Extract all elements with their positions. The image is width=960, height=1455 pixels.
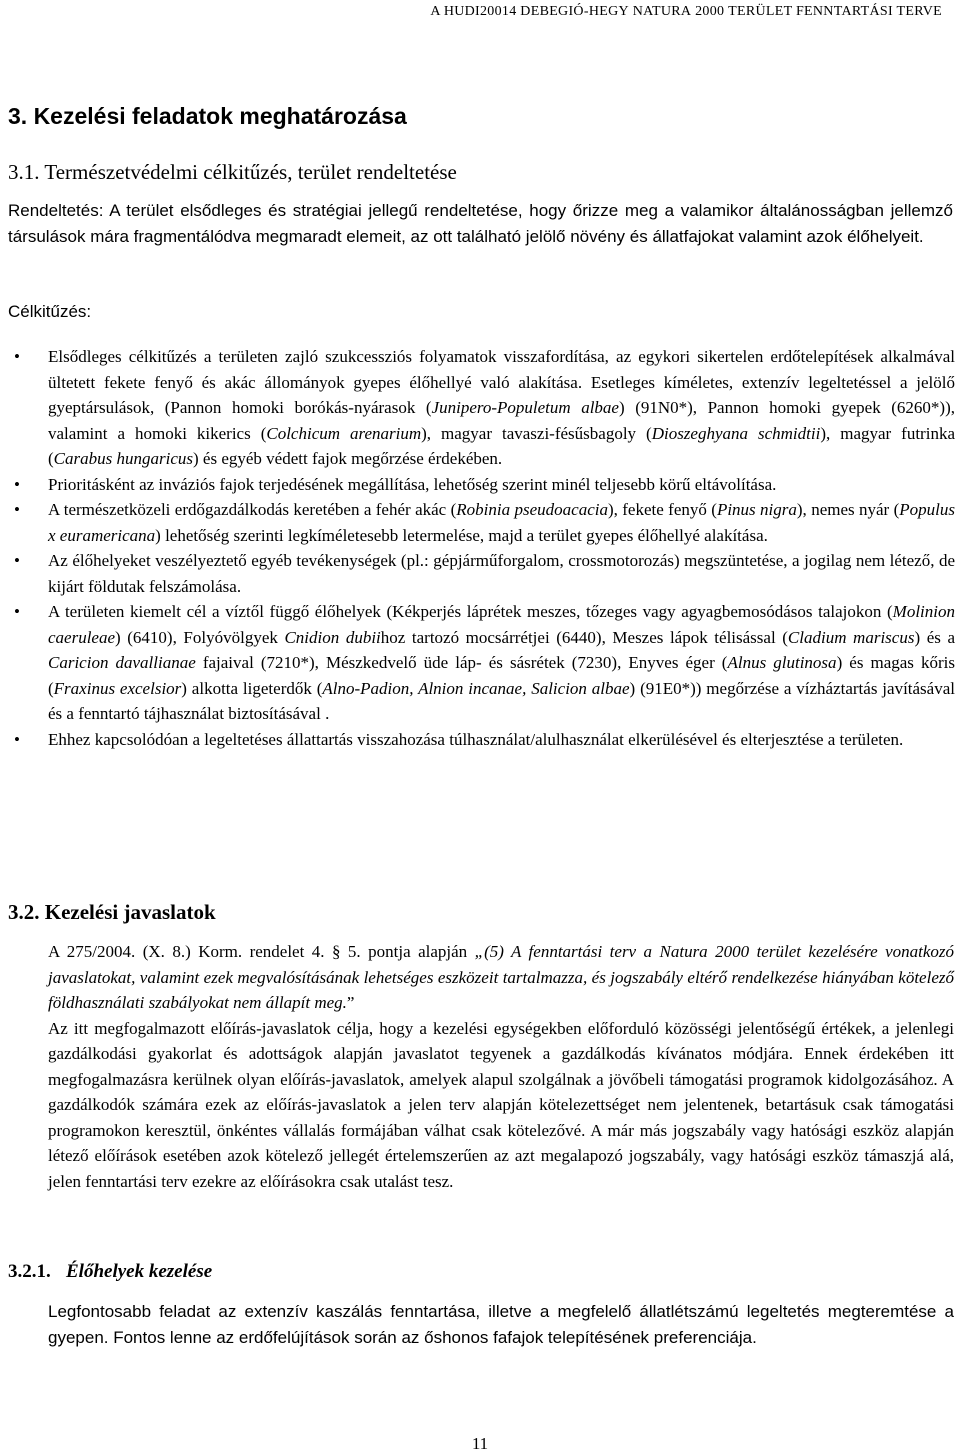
list-item: • Elsődleges célkitűzés a területen zajló szukcessziós folyamatok visszafordítása, az egykori sikertelen erdőtelepítések alkalmával ültetett fekete fenyő és akác állományok gyepes élőhellyé való alakítása. Esetleges kíméletes, extenzív legeltetéssel a jelölő gyeptársulások, (Pannon homoki borókás-nyárasok (Junipero-Populetum albae) (91N0*), Pannon homoki gyepek (6260*)), valamint a homoki kikerics (Colchicum arenarium), magyar tavaszi-fésűsbagoly (Dioszeghyana schmidtii), magyar futrinka (Carabus hungaricus) és egyéb védett fajok megőrzése érdekében. [8,344,955,472]
celkituzes-label: Célkitűzés: [8,302,92,321]
list-item: • A területen kiemelt cél a víztől függő élőhelyek (Kékperjés láprétek meszes, tőzeges vagy agyagbemosódásos talajokon (Molinion caeruleae) (6410), Folyóvölgyek Cnidion dubiihoz tartozó mocsárrétjei (6440), Meszes lápok télisással (Cladium mariscus) és a Caricion davallianae fajaival (7210*), Mészkedvelő üde láp- és sásrétek (7230), Enyves éger (Alnus glutinosa) és magas kőris (Fraxinus excelsior) alkotta ligeterdők (Alno-Padion, Alnion incanae, Salicion albae) (91E0*)) megőrzése a vízháztartás javításával és a fenntartó tájhasználat biztosításával . [8,599,955,727]
elohelyek-paragraph: Legfontosabb feladat az extenzív kaszálás fenntartása, illetve a megfelelő állatlétszámú legeltetés megteremtése a gyepen. Fontos lenne az erdőfelújítások során az őshonos fafajok telepítésének preferenciája. [48,1302,954,1347]
bullet-icon: • [14,602,20,621]
section-3-2-heading: 3.2. Kezelési javaslatok [8,900,216,924]
legal-reference-paragraph: A 275/2004. (X. 8.) Korm. rendelet 4. § 5. pontja alapján „(5) A fenntartási terv a Natura 2000 terület kezelésére vonatkozó javaslatokat, valamint ezek megvalósításának lehetséges eszközeit tartalmazza, és jogszabály eltérő rendelkezése hiányában kötelező földhasználati szabályokat nem állapít meg.” [48,942,955,1012]
javaslatok-paragraphs [48,939,954,1194]
recommendations-paragraph: Az itt megfogalmazott előírás-javaslatok célja, hogy a kezelési egységekben előforduló közösségi jelentőségű értékek, a jelenlegi gazdálkodási gyakorlat és adottságok alapján javaslatot tegyenek a gazdálkodás kívánatos módjára. Ennek érdekében itt megfogalmazásra kerülnek olyan előírás-javaslatok, amelyek alapul szolgálnak a jövőbeli támogatási programok kidolgozásához. A gazdálkodók számára ezek az előírás-javaslatok a jelen terv alapján kötelezettséget nem jelentenek, betartásuk csak támogatási programokon keresztül, önkéntes vállalás formájában válhat csak kötelezővé. A már más jogszabály vagy hatósági eszköz alapján létező előírások esetében azok kötelező jellegét értelemszerűen az azt megalapozó jogszabály, vagy hatósági eszköz támaszjá alá, jelen fenntartási terv ezekre az előírásokra csak utalást tesz. [48,1018,954,1191]
running-header: A HUDI20014 DEBEGIÓ-HEGY NATURA 2000 TERÜLET FENNTARTÁSI TERVE [430,4,942,19]
page-number: 11 [471,1434,489,1453]
list-item: • Prioritásként az inváziós fajok terjedésének megállítása, lehetőség szerint minél teljesebb körű eltávolítása. [8,472,955,498]
bullet-icon: • [14,474,20,494]
section-3-1-heading: 3.1. Természetvédelmi célkitűzés, terület rendeltetése [8,160,457,184]
bullet-icon: • [14,551,20,570]
rendeltetes-paragraph: Rendeltetés: A terület elsődleges és stratégiai jellegű rendeltetése, hogy őrizze meg a valamikor általánosságban jellemző társulások mára fragmentálódva megmaradt elemeit, az ott található jelölő növény és állatfajokat valamint azok élőhelyeit. [8,201,953,246]
bullet-icon: • [14,347,20,366]
goals-list [8,344,955,752]
bullet-icon: • [14,500,20,519]
section-3-heading: 3. Kezelési feladatok meghatározása [8,103,407,129]
list-item: • A természetközeli erdőgazdálkodás keretében a fehér akác (Robinia pseudoacacia), fekete fenyő (Pinus nigra), nemes nyár (Populus x euramericana) lehetőség szerinti legkíméletesebb letermelése, majd a terület gyepes élőhellyé alakítása. [8,497,955,548]
list-item: • Ehhez kapcsolódóan a legeltetéses állattartás visszahozása túlhasználat/alulhasználat elkerülésével és elterjesztése a területen. [8,727,955,753]
bullet-icon: • [14,729,20,749]
section-3-2-1-heading: 3.2.1. Élőhelyek kezelése [8,1261,213,1282]
list-item: • Az élőhelyeket veszélyeztető egyéb tevékenységek (pl.: gépjárműforgalom, crossmotorozás) megszüntetése, a jogilag nem létező, de kijárt földutak felszámolása. [8,548,955,599]
